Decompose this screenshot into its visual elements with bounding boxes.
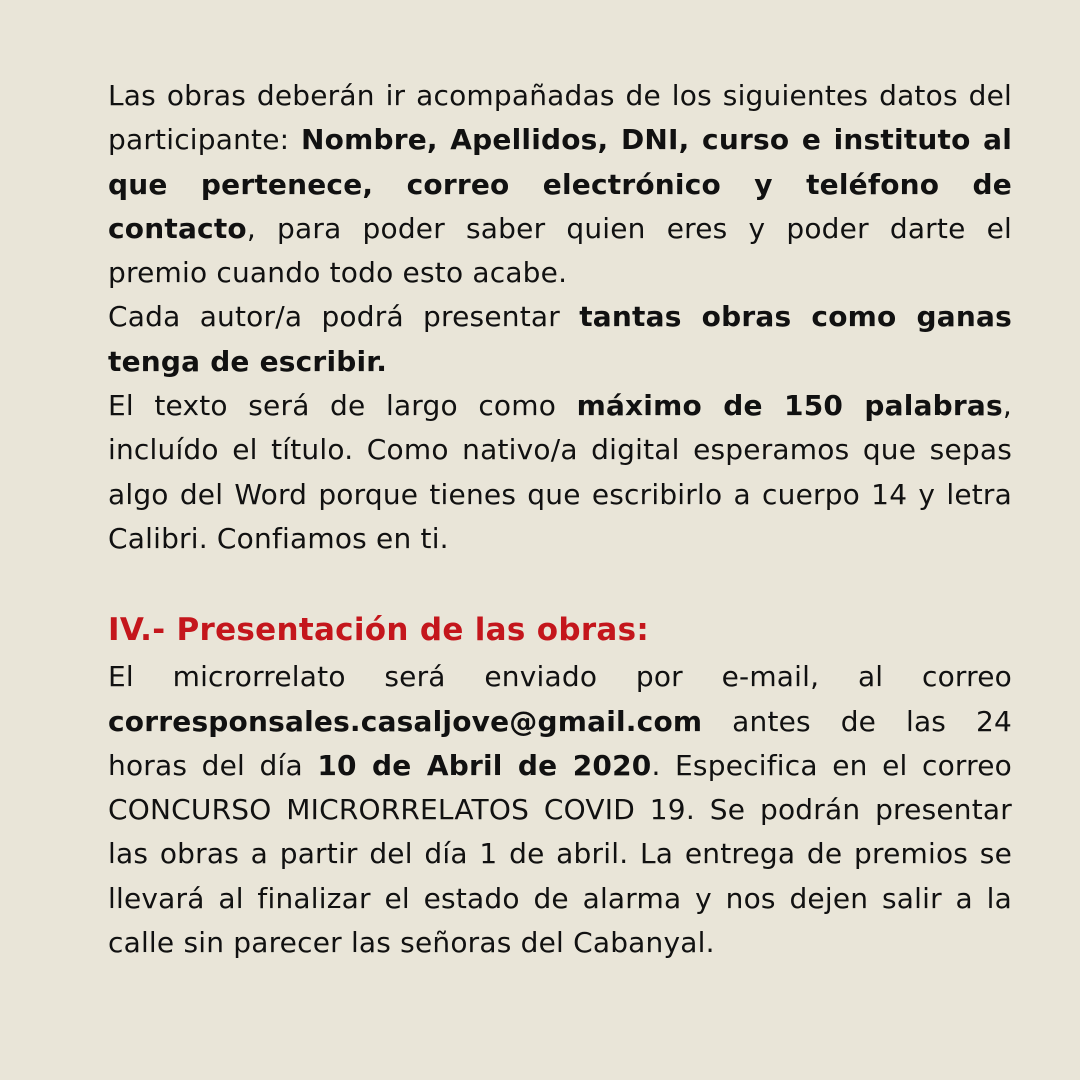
deadline-date: 10 de Abril de 2020 bbox=[317, 748, 652, 782]
presentation-paragraph bbox=[108, 655, 1012, 965]
submissions-intro: Cada autor/a podrá presentar bbox=[108, 300, 580, 334]
submissions-limit: tantas obras como ganas tenga de escribir. bbox=[108, 300, 1012, 378]
presentation-details: . Especifica en el correo CONCURSO MICRORRELATOS COVID 19. Se podrán presentar las obras a partir del día 1 de abril. La entrega de premios se llevará al finalizar el estado de alarma y nos dejen salir a la calle sin parecer las señoras del Cabanyal. bbox=[108, 748, 1012, 960]
length-paragraph bbox=[108, 384, 1012, 561]
requirements-intro: Las obras deberán ir acompañadas de los siguientes datos del participante: bbox=[108, 79, 1012, 157]
submission-email: corresponsales.casaljove@gmail.com bbox=[108, 704, 703, 738]
word-limit: máximo de 150 palabras bbox=[576, 389, 1003, 423]
requirements-paragraph bbox=[108, 74, 1012, 295]
requirements-purpose: , para poder saber quien eres y poder darte el premio cuando todo esto acabe. bbox=[108, 211, 1012, 290]
deadline-intro: antes de las 24 horas del día bbox=[108, 704, 1012, 782]
length-intro: El texto será de largo como bbox=[108, 389, 577, 423]
document-body bbox=[108, 74, 1012, 965]
format-instructions: , incluído el título. Como nativo/a digital esperamos que sepas algo del Word porque tienes que escribirlo a cuerpo 14 y letra Calibri. Confiamos en ti. bbox=[108, 389, 1012, 555]
presentation-intro: El microrrelato será enviado por e-mail, al correo bbox=[108, 660, 1012, 694]
required-data-list: Nombre, Apellidos, DNI, curso e instituto al que pertenece, correo electrónico y teléfono de contacto bbox=[108, 123, 1012, 245]
submissions-paragraph bbox=[108, 295, 1012, 384]
section-heading-presentation: IV.- Presentación de las obras: bbox=[108, 612, 650, 649]
section-spacer bbox=[108, 561, 1012, 605]
